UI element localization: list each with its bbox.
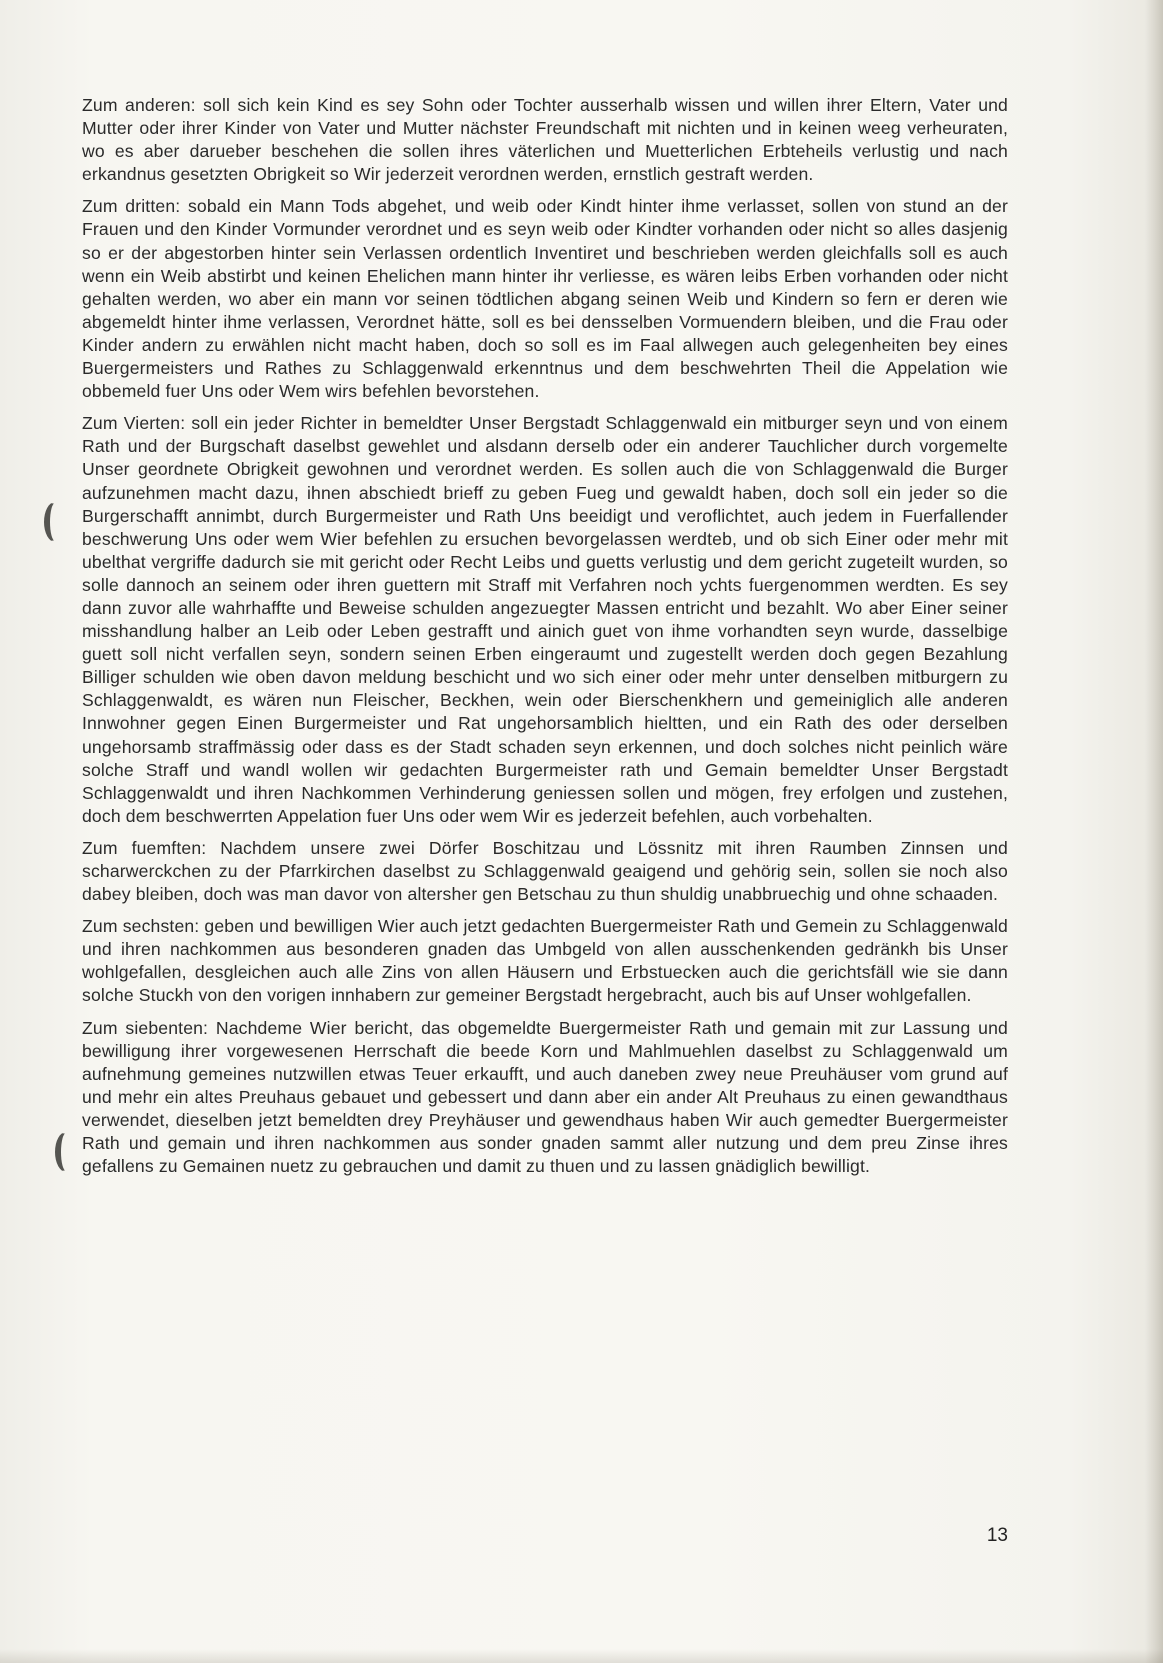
punch-hole-mark	[55, 1132, 77, 1172]
paragraph: Zum anderen: soll sich kein Kind es sey Sohn oder Tochter ausserhalb wissen und willen ihrer Eltern, Vater und Mutter oder ihrer Kinder von Vater und Mutter nächster Freundschaft mit nichten und in keinen weeg verheuraten, wo es aber darueber beschehen die sollen ihres väterlichen und Muetterlichen Erbteheils verlustig und nach erkandnus gesetzten Obrigkeit so Wir jederzeit verordnen werden, ernstlich gestraft werden.	[82, 95, 1008, 185]
punch-hole-mark	[44, 502, 66, 542]
page-number: 13	[986, 1525, 1008, 1546]
body-text	[82, 94, 1008, 1187]
paragraph: Zum dritten: sobald ein Mann Tods abgehet, und weib oder Kindt hinter ihme verlasset, sollen von stund an der Frauen und den Kinder Vormunder verordnet und es seyn weib oder Kindter vorhanden oder nicht so alles dasjenig so er der abgestorben hinter sein Verlassen ordentlich Inventiret und beschrieben werden gleichfalls soll es auch wenn ein Weib abstirbt und keinen Ehelichen mann hinter ihr verliesse, es wären leibs Erben vorhanden oder nicht gehalten werden, wo aber ein mann vor seinen tödtlichen abgang seinen Weib und Kindern so fern er deren wie abgemeldt hinter ihme verlassen, Verordnet hätte, soll es bei densselben Vormuendern bleiben, und die Frau oder Kinder andern zu erwählen nicht macht haben, doch so soll es im Faal allwegen auch gelegenheiten bey eines Buergermeisters und Rathes zu Schlaggenwald erkenntnus und dem beschwehrten Theil die Appelation wie obbemeld fuer Uns oder Wem wirs befehlen bevorstehen.	[82, 196, 1008, 402]
page-bottom-shadow	[0, 1649, 1163, 1663]
paragraph: Zum sechsten: geben und bewilligen Wier auch jetzt gedachten Buergermeister Rath und Gemein zu Schlaggenwald und ihren nachkommen aus besonderen gnaden das Umbgeld von allen ausschenkenden gedränkh bis Unser wohlgefallen, desgleichen auch alle Zins von allen Häusern und Erbstuecken auch die gerichtsfäll wie sie dann solche Stuckh von den vorigen innhabern zur gemeiner Bergstadt hergebracht, auch bis auf Unser wohlgefallen.	[82, 916, 1008, 1006]
page-edge-shadow	[1145, 0, 1163, 1663]
paragraph: Zum Vierten: soll ein jeder Richter in bemeldter Unser Bergstadt Schlaggenwald ein mitburger seyn und von einem Rath und der Burgschaft daselbst gewehlet und alsdann derselb oder ein anderer Tauchlicher durch vorgemelte Unser geordnete Obrigkeit gewohnen und verordnet werden. Es sollen auch die von Schlaggenwald die Burger aufzunehmen macht dazu, ihnen abschiedt brieff zu geben Fueg und gewaldt haben, doch soll ein jeder so die Burgerschafft annimbt, durch Burgermeister und Rath Uns beeidigt und veroflichtet, auch jedem in Fuerfallender beschwerung Uns oder wem Wier befehlen zu ersuchen bevorgelassen werdteb, und ob sich Einer oder mehr mit ubelthat vergriffe dadurch sie mit gericht oder Recht Leibs und guetts verlustig und dem gericht zugeteilt wurden, so solle dannoch an seinem oder ihren guettern mit Straff mit Verfahren noch ychts fuergenommen werdten. Es sey dann zuvor alle wahrhaffte und Beweise schulden angezuegter Massen entricht und bezahlt. Wo aber Einer seiner misshandlung halber an Leib oder Leben gestrafft und ainich guet von ihme vorhandten seyn wurde, dasselbige guett soll nicht verfallen seyn, sondern seinen Erben eingeraumt und zugestellt werden doch gegen Bezahlung Billiger schulden wie oben davon meldung beschicht und wo sich einer oder mehr unter denselben mitburgern zu Schlaggenwaldt, es wären nun Fleischer, Beckhen, wein oder Bierschenkhern und gemeiniglich alle anderen Innwohner gegen Einen Burgermeister und Rat ungehorsamblich hieltten, und ein Rath des oder derselben ungehorsamb straffmässig oder dass es der Stadt schaden seyn erkennen, und doch solches nicht peinlich wäre solche Straff und wandl wollen wir gedachten Burgermeister rath und Gemain bemeldter Unser Bergstadt Schlaggenwaldt und ihren Nachkommen Verhinderung geniessen sollen und mögen, frey erfolgen und zustehen, doch dem beschwerrten Appelation fuer Uns oder wem Wir es jederzeit befehlen, auch vorbehalten.	[82, 413, 1008, 826]
paragraph: Zum fuemften: Nachdem unsere zwei Dörfer Boschitzau und Lössnitz mit ihren Raumben Zinnsen und scharwerckchen zu der Pfarrkirchen daselbst zu Schlaggenwald geaigend und gehörig sein, sollen sie noch also dabey bleiben, doch was man davor von altersher gen Betschau zu thun shuldig unabbruechig und ohne schaaden.	[82, 837, 1008, 905]
paragraph: Zum siebenten: Nachdeme Wier bericht, das obgemeldte Buergermeister Rath und gemain mit zur Lassung und bewilligung ihrer vorgewesenen Herrschaft die beede Korn und Mahlmuehlen daselbst zu Schlaggenwald um aufnehmung gemeines nutzwillen etwas Teuer erkaufft, und auch daneben zwey neue Preuhäuser vom grund auf und mehr ein altes Preuhaus gebauet und gebessert und dann aber ein ander Alt Preuhaus zu einen gewandthaus verwendet, dieselben jetzt bemeldten drey Preyhäuser und gewendhaus haben Wir auch gemedter Buergermeister Rath und gemain und ihren nachkommen aus sonder gnaden sammt aller nutzung und dem preu Zinse ihres gefallens zu Gemainen nuetz zu gebrauchen und damit zu thuen und zu lassen gnädiglich bewilligt.	[82, 1017, 1008, 1177]
